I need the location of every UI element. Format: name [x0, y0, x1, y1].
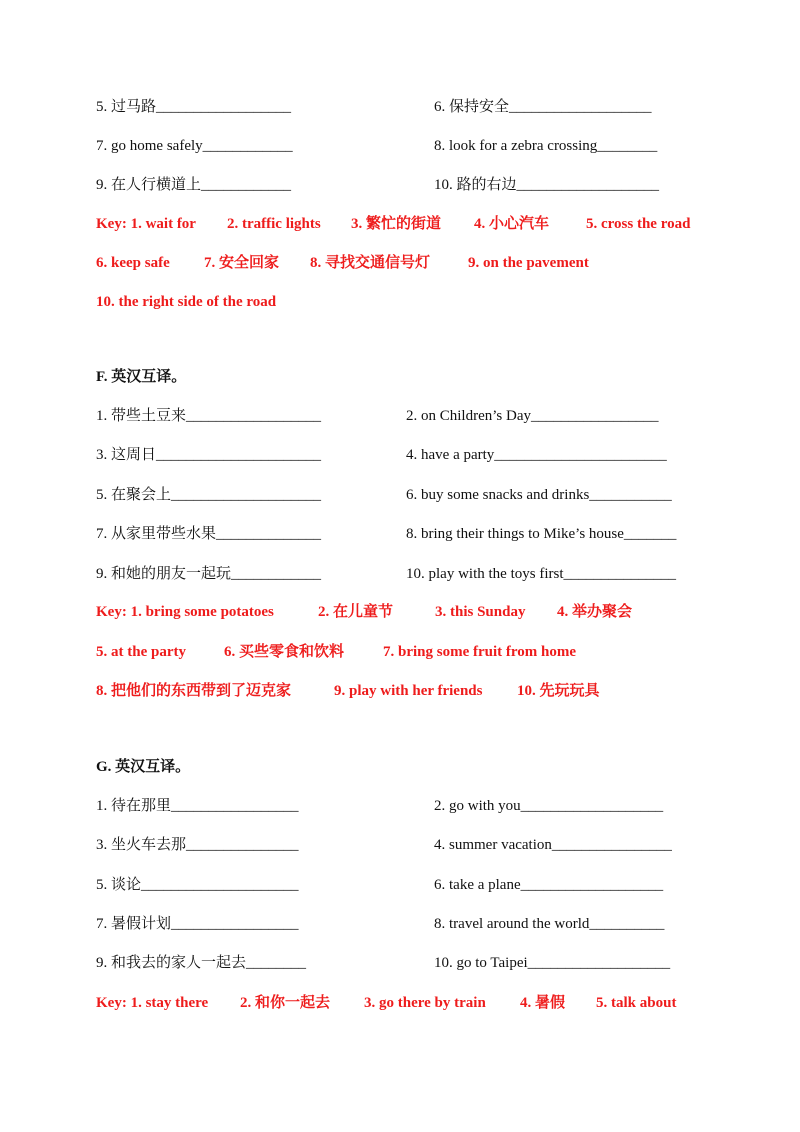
exercise-item-f8: 8. bring their things to Mike’s house_______: [406, 526, 677, 542]
exercise-item-f5: 5. 在聚会上____________________: [96, 487, 322, 503]
exercise-item-f7: 7. 从家里带些水果______________: [96, 526, 322, 542]
exercise-item-g2: 2. go with you___________________: [434, 798, 664, 814]
answer-key-entry: 9. on the pavement: [468, 255, 589, 271]
answer-key-e-line2: [96, 253, 716, 273]
exercise-item-g1: 1. 待在那里_________________: [96, 798, 299, 814]
answer-key-entry: Key: 1. bring some potatoes: [96, 604, 274, 620]
answer-key-entry: Key: 1. wait for: [96, 216, 196, 232]
answer-key-e-line1: [96, 214, 716, 234]
exercise-item-f9: 9. 和她的朋友一起玩____________: [96, 566, 322, 582]
exercise-item-g6: 6. take a plane___________________: [434, 877, 664, 893]
exercise-item-g5: 5. 谈论_____________________: [96, 877, 299, 893]
exercise-item-e9: 9. 在人行横道上____________: [96, 177, 292, 193]
answer-key-entry: 5. cross the road: [586, 216, 691, 232]
answer-key-entry: 2. traffic lights: [227, 216, 321, 232]
exercise-item-f4: 4. have a party_______________________: [406, 447, 667, 463]
exercise-item-e5: 5. 过马路__________________: [96, 99, 292, 115]
answer-key-entry: 4. 举办聚会: [557, 604, 633, 620]
answer-key-entry: 3. 繁忙的街道: [351, 216, 442, 232]
exercise-item-g10: 10. go to Taipei___________________: [434, 955, 671, 971]
answer-key-entry: Key: 1. stay there: [96, 995, 209, 1011]
exercise-item-g7: 7. 暑假计划_________________: [96, 916, 299, 932]
exercise-item-g8: 8. travel around the world__________: [434, 916, 665, 932]
answer-key-entry: 5. at the party: [96, 644, 186, 660]
answer-key-entry: 2. 在儿童节: [318, 604, 394, 620]
answer-key-entry: 3. go there by train: [364, 995, 486, 1011]
answer-key-entry: 10. the right side of the road: [96, 294, 277, 310]
answer-key-entry: 2. 和你一起去: [240, 995, 331, 1011]
exercise-item-e7: 7. go home safely____________: [96, 138, 293, 154]
answer-key-entry: 5. talk about: [596, 995, 677, 1011]
answer-key-entry: 7. 安全回家: [204, 255, 280, 271]
section-g-title: G. 英汉互译。: [96, 759, 191, 775]
answer-key-entry: 6. 买些零食和饮料: [224, 644, 345, 660]
exercise-item-e8: 8. look for a zebra crossing________: [434, 138, 658, 154]
answer-key-f-line1: [96, 602, 716, 622]
exercise-item-g9: 9. 和我去的家人一起去________: [96, 955, 307, 971]
answer-key-entry: 7. bring some fruit from home: [383, 644, 577, 660]
exercise-item-e10: 10. 路的右边___________________: [434, 177, 660, 193]
answer-key-f-line2: [96, 642, 716, 662]
exercise-item-f3: 3. 这周日______________________: [96, 447, 322, 463]
answer-key-entry: 6. keep safe: [96, 255, 170, 271]
answer-key-f-line3: [96, 681, 716, 701]
answer-key-entry: 4. 暑假: [520, 995, 566, 1011]
answer-key-entry: 8. 寻找交通信号灯: [310, 255, 431, 271]
exercise-item-g3: 3. 坐火车去那_______________: [96, 837, 299, 853]
answer-key-entry: 4. 小心汽车: [474, 216, 550, 232]
answer-key-entry: 10. 先玩玩具: [517, 683, 600, 699]
answer-key-entry: 9. play with her friends: [334, 683, 483, 699]
section-f-title: F. 英汉互译。: [96, 369, 187, 385]
exercise-item-f10: 10. play with the toys first_______________: [406, 566, 676, 582]
answer-key-g-line1: [96, 993, 716, 1013]
answer-key-entry: 3. this Sunday: [435, 604, 526, 620]
answer-key-entry: 8. 把他们的东西带到了迈克家: [96, 683, 292, 699]
exercise-item-f2: 2. on Children’s Day_________________: [406, 408, 659, 424]
exercise-item-g4: 4. summer vacation________________: [434, 837, 672, 853]
exercise-item-f6: 6. buy some snacks and drinks___________: [406, 487, 672, 503]
exercise-item-e6: 6. 保持安全___________________: [434, 99, 652, 115]
exercise-item-f1: 1. 带些土豆来__________________: [96, 408, 322, 424]
